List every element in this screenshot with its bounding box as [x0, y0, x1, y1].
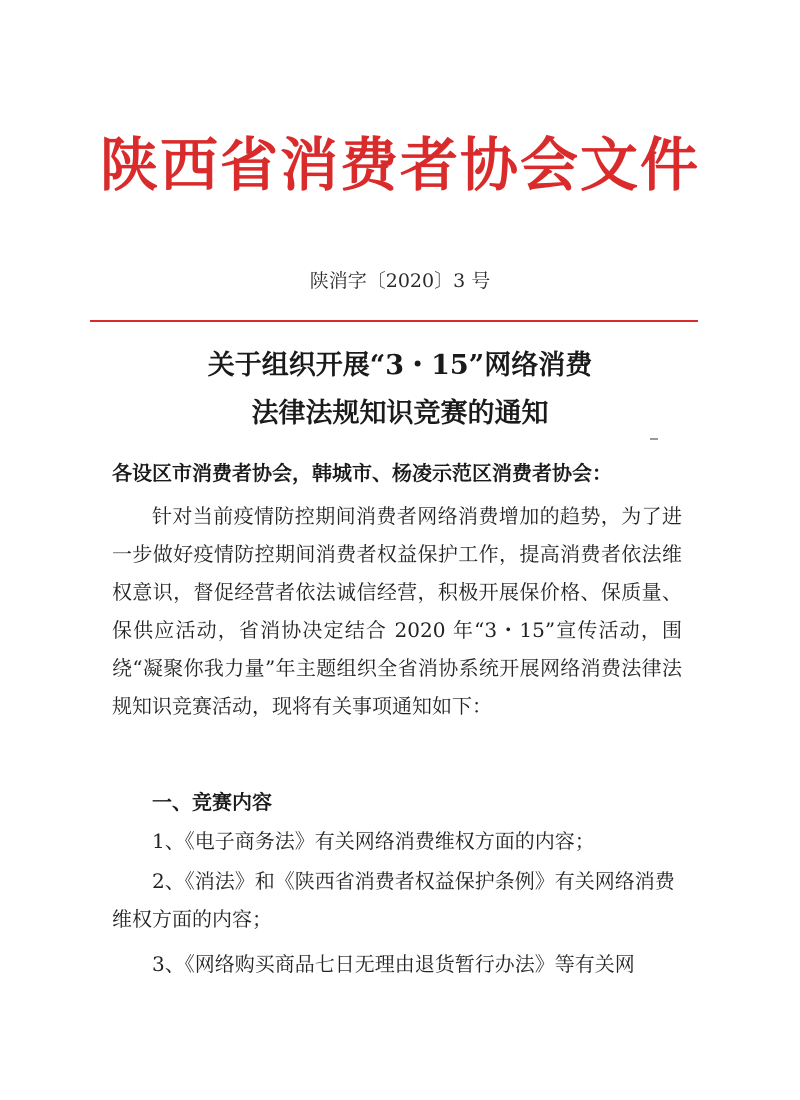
document-number: 陕消字〔2020〕3 号 — [309, 270, 491, 292]
notice-title-line-1: 关于组织开展“3・15”网络消费 — [207, 350, 593, 381]
notice-title-line-2: 法律法规知识竞赛的通知 — [251, 398, 549, 429]
document-header-title: 陕西省消费者协会文件 — [99, 131, 700, 199]
body-paragraph: 针对当前疫情防控期间消费者网络消费增加的趋势，为了进一步做好疫情防控期间消费者权益保护工作，提高消费者依法维权意识，督促经营者依法诚信经营，积极开展保价格、保质量、保供应活动，省消协决定结合 2020 年“3・15”宣传活动，围绕“凝聚你我力量”年主题组织全省消协系统开展网络消费法律法规知识竞赛活动，现将有关事项通知如下： — [112, 504, 682, 718]
red-separator-line — [90, 320, 698, 322]
list-item: 1、《电子商务法》有关网络消费维权方面的内容； — [152, 829, 595, 853]
scan-mark — [650, 438, 658, 440]
list-item: 2、《消法》和《陕西省消费者权益保护条例》有关网络消费维权方面的内容； — [112, 869, 675, 931]
list-item: 3、《网络购买商品七日无理由退货暂行办法》等有关网 — [152, 952, 635, 976]
section-heading-competition-content: 一、竞赛内容 — [152, 790, 272, 814]
addressee: 各设区市消费者协会，韩城市、杨凌示范区消费者协会： — [112, 461, 612, 485]
